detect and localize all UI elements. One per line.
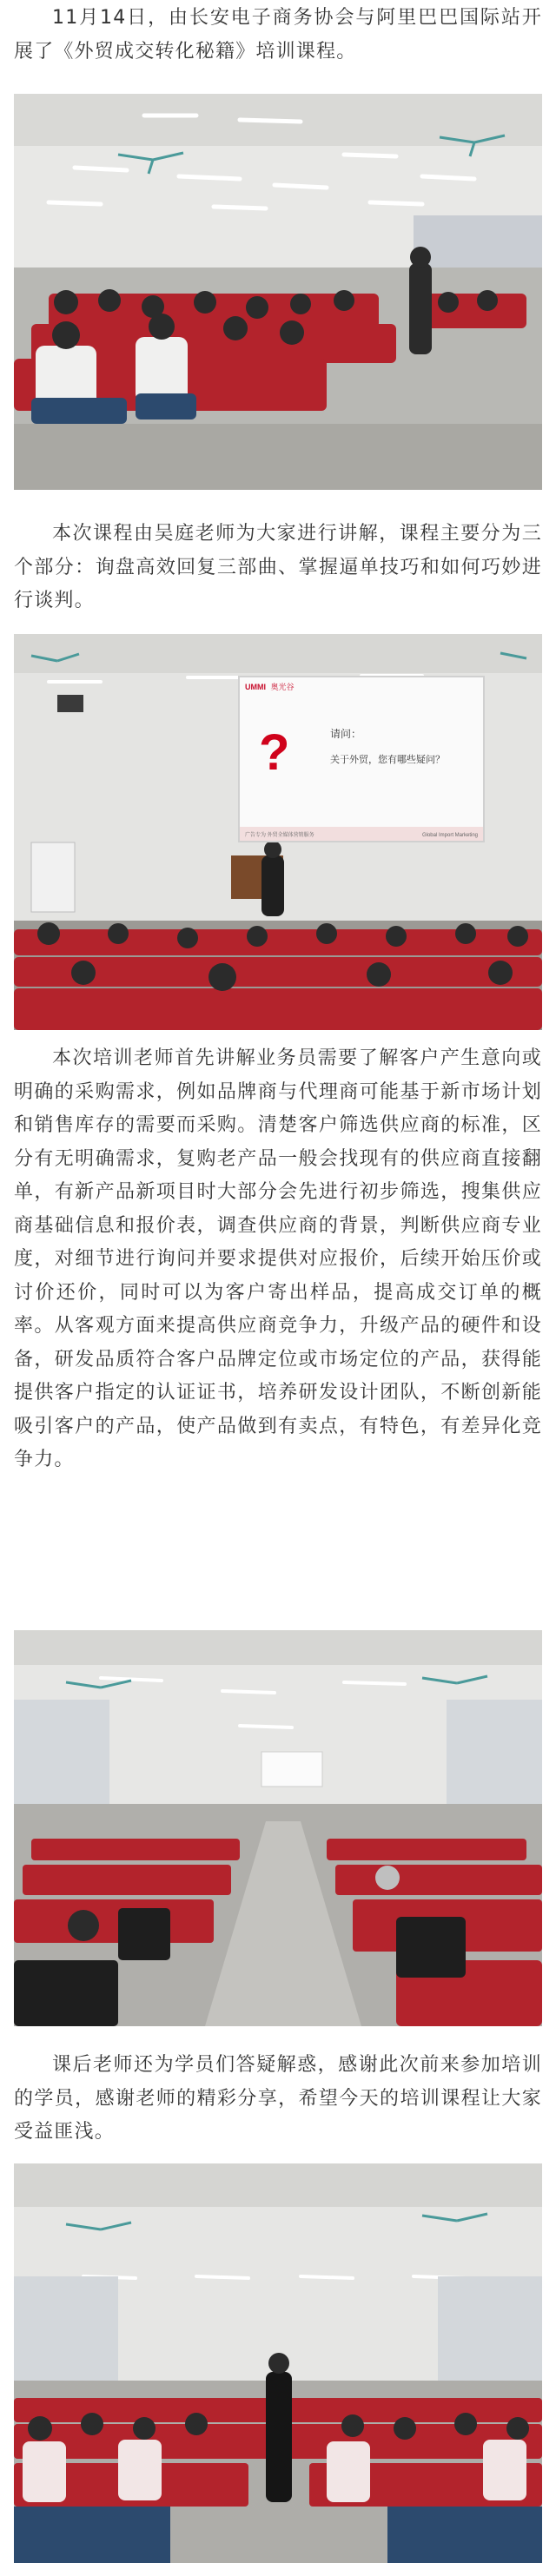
- paragraph-training-content: 本次培训老师首先讲解业务员需要了解客户产生意向或明确的采购需求，例如品牌商与代理商可能基于新市场计划和销售库存的需要而采购。清楚客户筛选供应商的标准，区分有无明确需求，复购老产品一般会找现有的供应商直接翻单，有新产品新项目时大部分会先进行初步筛选，搜集供应商基础信息和报价表，调查供应商的背景，判断供应商专业度，对细节进行询问并要求提供对应报价，后续开始压价或讨价还价，同时可以为客户寄出样品，提高成交订单的概率。从客观方面来提高供应商竞争力，升级产品的硬件和设备，研发品质符合客户品牌定位或市场定位的产品，获得能提供客户指定的认证证书，培养研发设计团队，不断创新能吸引客户的产品，使产品做到有卖点，有特色，有差异化竞争力。: [14, 1047, 542, 1470]
- photo-group-front-rows: [14, 2163, 542, 2563]
- paragraph-intro: 11月14日，由长安电子商务协会与阿里巴巴国际站开展了《外贸成交转化秘籍》培训课程。: [14, 7, 542, 63]
- projection-slide: [238, 676, 485, 842]
- slide-footer-right: Global Import Marketing: [421, 833, 478, 838]
- question-mark-icon: ?: [259, 724, 290, 781]
- slide-footer-left: 广告专为 外贸全媒体营销服务: [245, 833, 314, 838]
- slide-brand-logo: [245, 681, 295, 692]
- slide-brand: UMMI: [245, 683, 266, 691]
- paragraph-course-outline: 本次课程由吴庭老师为大家进行讲解，课程主要分为三个部分：询盘高效回复三部曲、掌握逼单技巧和如何巧妙进行谈判。: [14, 523, 542, 611]
- photo-lecture-hall-wide: [14, 1630, 542, 2026]
- slide-question-title: 请问：: [330, 728, 362, 740]
- slide-brand-sub: 奥光谷: [270, 683, 295, 691]
- photo-classroom-audience: [14, 94, 542, 490]
- slide-question-body: 关于外贸，您有哪些疑问？: [330, 755, 445, 765]
- paragraph-closing: 课后老师还为学员们答疑解惑，感谢此次前来参加培训的学员，感谢老师的精彩分享，希望今天的培训课程让大家受益匪浅。: [14, 2054, 542, 2143]
- photo-presenter-slide: [14, 634, 542, 1030]
